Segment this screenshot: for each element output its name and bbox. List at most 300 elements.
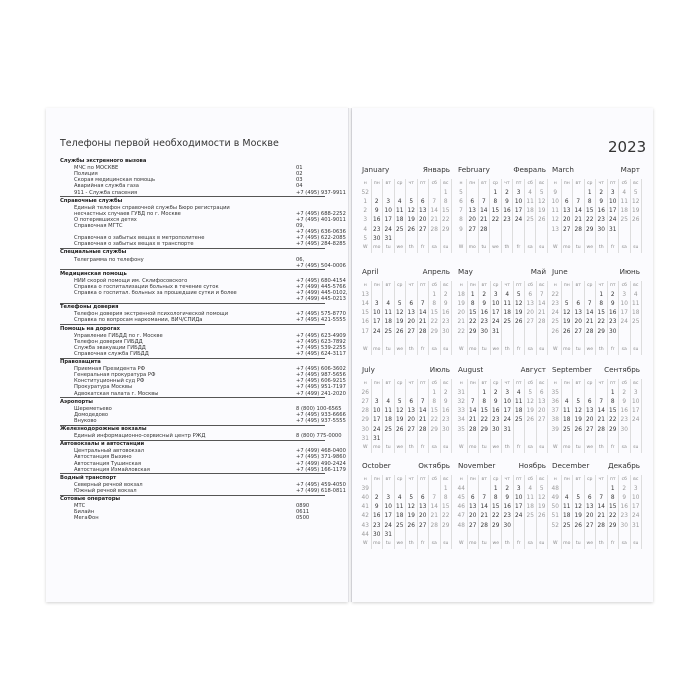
day-cell: 18 bbox=[394, 512, 406, 521]
day-cell: 31 bbox=[383, 234, 395, 243]
day-cell bbox=[619, 434, 631, 443]
phone-entry bbox=[60, 417, 346, 424]
weekday-header: вт bbox=[573, 179, 585, 188]
weekday-footer: tu bbox=[478, 243, 490, 252]
day-cell: 27 bbox=[417, 225, 429, 234]
day-cell: 13 bbox=[584, 407, 596, 416]
phone-entry bbox=[60, 311, 346, 318]
day-cell: 12 bbox=[630, 197, 642, 206]
day-cell: 25 bbox=[619, 216, 631, 225]
week-row bbox=[550, 327, 642, 336]
month-name-en: April bbox=[362, 267, 379, 276]
weekday-footer: mo bbox=[467, 345, 479, 354]
day-cell: 1 bbox=[490, 188, 502, 197]
entry-label: Полиция bbox=[74, 171, 98, 178]
day-cell: 30 bbox=[440, 327, 452, 336]
weekday-header: чт bbox=[502, 475, 514, 484]
phone-entry bbox=[60, 290, 348, 302]
day-cell bbox=[406, 336, 418, 345]
day-cell bbox=[406, 388, 418, 397]
day-cell: 29 bbox=[440, 521, 452, 530]
week-number: 3 bbox=[360, 216, 371, 225]
week-number: 38 bbox=[550, 416, 561, 425]
day-cell: 15 bbox=[467, 309, 479, 318]
day-cell: 31 bbox=[371, 434, 383, 443]
month-days-table bbox=[456, 475, 548, 549]
day-cell: 25 bbox=[513, 416, 525, 425]
weekday-footer: tu bbox=[573, 345, 585, 354]
entry-label: Южный речной вокзал bbox=[74, 487, 137, 494]
month-name-en: October bbox=[362, 461, 391, 470]
phone-entry bbox=[60, 509, 340, 515]
month-header bbox=[456, 266, 548, 278]
week-row bbox=[456, 336, 548, 345]
day-cell: 11 bbox=[524, 197, 536, 206]
day-cell: 26 bbox=[394, 327, 406, 336]
weekday-footer: sa bbox=[429, 443, 441, 452]
day-cell: 12 bbox=[573, 407, 585, 416]
day-cell bbox=[394, 234, 406, 243]
week-row bbox=[550, 336, 642, 345]
day-cell: 17 bbox=[607, 207, 619, 216]
day-cell: 6 bbox=[584, 397, 596, 406]
weekday-footer: tu bbox=[383, 539, 395, 548]
month-name-ru: Август bbox=[520, 365, 546, 374]
day-cell: 27 bbox=[584, 425, 596, 434]
month-days-table bbox=[360, 281, 452, 355]
week-number: 43 bbox=[360, 521, 371, 530]
day-cell: 2 bbox=[607, 290, 619, 299]
day-cell: 8 bbox=[429, 299, 441, 308]
entry-number: +7 (499) 445-5766 bbox=[296, 283, 346, 290]
weekday-footer: mo bbox=[467, 443, 479, 452]
phone-entry bbox=[60, 406, 340, 412]
day-cell: 7 bbox=[596, 397, 608, 406]
week-row bbox=[550, 397, 642, 406]
day-cell: 21 bbox=[596, 512, 608, 521]
week-number: 17 bbox=[360, 327, 371, 336]
entry-label: МТС bbox=[74, 503, 86, 510]
day-cell: 10 bbox=[513, 197, 525, 206]
day-cell: 4 bbox=[561, 493, 573, 502]
day-cell: 2 bbox=[440, 290, 452, 299]
week-row bbox=[360, 216, 452, 225]
day-cell: 1 bbox=[429, 290, 441, 299]
month-name-en: August bbox=[458, 365, 484, 374]
section-divider bbox=[60, 397, 325, 398]
day-cell: 17 bbox=[630, 503, 642, 512]
day-cell bbox=[490, 434, 502, 443]
weekday-footer: we bbox=[584, 345, 596, 354]
day-cell: 1 bbox=[584, 188, 596, 197]
phone-entry bbox=[60, 378, 346, 385]
day-cell: 10 bbox=[371, 407, 383, 416]
weekday-header: н bbox=[550, 179, 561, 188]
day-cell: 23 bbox=[490, 416, 502, 425]
weekday-header: пн bbox=[467, 379, 479, 388]
day-cell bbox=[371, 484, 383, 493]
weekday-footer: W bbox=[550, 443, 561, 452]
week-row bbox=[456, 521, 548, 530]
day-cell bbox=[502, 434, 514, 443]
weekday-header: чт bbox=[596, 179, 608, 188]
day-cell: 20 bbox=[584, 416, 596, 425]
weekday-header: пн bbox=[561, 379, 573, 388]
weekday-footer: W bbox=[456, 345, 467, 354]
week-row bbox=[456, 188, 548, 197]
day-cell: 22 bbox=[429, 416, 441, 425]
week-number: 21 bbox=[456, 318, 467, 327]
month-header bbox=[550, 364, 642, 376]
day-cell: 27 bbox=[561, 225, 573, 234]
day-cell: 16 bbox=[490, 407, 502, 416]
day-cell bbox=[630, 327, 642, 336]
weekday-footer: tu bbox=[479, 443, 491, 452]
day-cell: 2 bbox=[502, 484, 514, 493]
phone-entry bbox=[60, 448, 346, 455]
day-cell: 5 bbox=[536, 188, 548, 197]
entry-number: +7 (495) 688-2252 bbox=[296, 210, 346, 217]
day-cell: 11 bbox=[502, 299, 514, 308]
week-number bbox=[550, 234, 561, 243]
day-cell: 14 bbox=[429, 503, 441, 512]
day-cell: 4 bbox=[513, 388, 525, 397]
day-cell bbox=[417, 290, 429, 299]
day-cell: 9 bbox=[502, 493, 514, 502]
day-cell bbox=[524, 225, 536, 234]
entry-label: МЧС по МОСКВЕ bbox=[74, 165, 119, 172]
week-number: 26 bbox=[550, 327, 561, 336]
entry-label: Аварийная служба газа bbox=[74, 183, 139, 190]
day-cell: 25 bbox=[394, 521, 406, 530]
day-cell: 14 bbox=[478, 207, 490, 216]
day-cell: 3 bbox=[383, 493, 395, 502]
weekday-footer: sa bbox=[525, 443, 537, 452]
weekday-header: ср bbox=[584, 179, 596, 188]
day-cell bbox=[573, 530, 585, 539]
weekday-header: пн bbox=[561, 179, 573, 188]
day-cell: 24 bbox=[371, 327, 383, 336]
day-cell bbox=[406, 290, 418, 299]
week-row bbox=[456, 197, 548, 206]
day-cell: 15 bbox=[440, 503, 452, 512]
weekday-footer: we bbox=[394, 345, 406, 354]
day-cell: 16 bbox=[371, 512, 383, 521]
phone-entry bbox=[60, 466, 346, 473]
month-days-table bbox=[550, 475, 642, 549]
weekday-header: вс bbox=[536, 179, 548, 188]
section-divider bbox=[60, 425, 325, 426]
day-cell bbox=[490, 234, 502, 243]
weekday-header: чт bbox=[406, 179, 418, 188]
day-cell bbox=[607, 336, 619, 345]
week-number: 16 bbox=[360, 318, 371, 327]
day-cell bbox=[561, 434, 573, 443]
day-cell: 15 bbox=[584, 207, 596, 216]
weekday-footer: mo bbox=[371, 539, 383, 548]
phone-entry bbox=[60, 503, 340, 509]
day-cell bbox=[630, 225, 642, 234]
week-row bbox=[456, 299, 548, 308]
week-number: 41 bbox=[360, 503, 371, 512]
week-number: 36 bbox=[550, 397, 561, 406]
weekday-header: пт bbox=[417, 475, 429, 484]
day-cell: 9 bbox=[479, 299, 491, 308]
day-cell: 15 bbox=[596, 309, 608, 318]
day-cell: 13 bbox=[467, 503, 479, 512]
day-cell: 10 bbox=[630, 493, 642, 502]
day-cell: 15 bbox=[490, 503, 502, 512]
month-name-en: June bbox=[552, 267, 568, 276]
weekday-header: ср bbox=[584, 379, 596, 388]
weekday-header: ср bbox=[490, 475, 502, 484]
entry-label: Билайн bbox=[74, 509, 95, 516]
day-cell: 13 bbox=[406, 309, 418, 318]
entry-number: +7 (495) 937-5555 bbox=[296, 417, 346, 424]
entry-label: Справочная МГТС bbox=[74, 223, 123, 229]
week-row bbox=[360, 484, 452, 493]
section-divider bbox=[60, 495, 325, 496]
day-cell: 7 bbox=[536, 290, 548, 299]
day-cell: 22 bbox=[440, 512, 452, 521]
day-cell: 27 bbox=[466, 225, 478, 234]
weekday-footer: W bbox=[550, 345, 561, 354]
day-cell bbox=[630, 336, 642, 345]
weekday-header: пт bbox=[417, 179, 429, 188]
month-header bbox=[456, 164, 548, 176]
day-cell: 9 bbox=[607, 299, 619, 308]
day-cell: 24 bbox=[630, 416, 642, 425]
day-cell: 26 bbox=[573, 521, 585, 530]
day-cell: 6 bbox=[536, 388, 548, 397]
entry-label: Справка по вопросам наркомании, ВИЧ/СПИДа bbox=[74, 317, 203, 324]
day-cell: 16 bbox=[619, 503, 631, 512]
entry-label: Скорая медицинская помощь bbox=[74, 177, 156, 184]
weekday-footer: th bbox=[501, 243, 513, 252]
day-cell bbox=[490, 530, 502, 539]
week-row bbox=[550, 188, 642, 197]
day-cell: 30 bbox=[619, 521, 631, 530]
week-row bbox=[550, 425, 642, 434]
week-row bbox=[360, 407, 452, 416]
day-cell: 16 bbox=[502, 503, 514, 512]
day-cell: 8 bbox=[429, 397, 441, 406]
week-number: 48 bbox=[550, 484, 561, 493]
week-row bbox=[550, 521, 642, 530]
day-cell bbox=[584, 388, 596, 397]
day-cell: 26 bbox=[525, 416, 537, 425]
day-cell: 12 bbox=[394, 309, 406, 318]
day-cell: 23 bbox=[619, 512, 631, 521]
day-cell bbox=[440, 530, 452, 539]
day-cell: 20 bbox=[406, 318, 418, 327]
phone-entry bbox=[60, 216, 346, 223]
day-cell: 10 bbox=[383, 503, 395, 512]
day-cell: 3 bbox=[371, 299, 383, 308]
day-cell: 27 bbox=[406, 327, 418, 336]
month-days-table bbox=[456, 379, 548, 453]
calendar-year: 2023 bbox=[608, 138, 647, 156]
week-row bbox=[550, 318, 642, 327]
entry-label: Служба эвакуации ГИБДД bbox=[74, 344, 146, 351]
day-cell: 12 bbox=[406, 207, 418, 216]
day-cell: 20 bbox=[406, 416, 418, 425]
weekday-footer: sa bbox=[619, 243, 631, 252]
weekday-header: вс bbox=[440, 281, 452, 290]
day-cell: 18 bbox=[383, 416, 395, 425]
day-cell: 28 bbox=[429, 225, 441, 234]
day-cell: 7 bbox=[429, 197, 441, 206]
day-cell: 7 bbox=[417, 299, 429, 308]
day-cell: 4 bbox=[502, 290, 514, 299]
weekday-footer: th bbox=[596, 243, 608, 252]
day-cell bbox=[417, 336, 429, 345]
day-cell: 25 bbox=[524, 216, 536, 225]
weekday-header: вс bbox=[630, 179, 642, 188]
weekday-header: н bbox=[550, 475, 561, 484]
month-name-en: September bbox=[552, 365, 592, 374]
day-cell: 21 bbox=[584, 318, 596, 327]
day-cell: 16 bbox=[607, 309, 619, 318]
week-number: 52 bbox=[360, 188, 371, 197]
weekday-footer: tu bbox=[573, 443, 585, 452]
entry-number: +7 (495) 539-2255 bbox=[296, 344, 346, 351]
day-cell bbox=[406, 530, 418, 539]
entry-number: 8 (800) 775-0000 bbox=[296, 433, 342, 440]
day-cell: 13 bbox=[573, 309, 585, 318]
week-number bbox=[456, 530, 467, 539]
week-row bbox=[360, 503, 452, 512]
weekday-header: ср bbox=[394, 475, 406, 484]
day-cell: 28 bbox=[573, 225, 585, 234]
day-cell bbox=[467, 484, 479, 493]
day-cell bbox=[584, 234, 596, 243]
week-number: 51 bbox=[550, 512, 561, 521]
day-cell bbox=[394, 434, 406, 443]
day-cell: 3 bbox=[607, 188, 619, 197]
day-cell bbox=[490, 225, 502, 234]
day-cell: 21 bbox=[417, 318, 429, 327]
day-cell bbox=[573, 434, 585, 443]
month-days-table bbox=[550, 379, 642, 453]
day-cell bbox=[513, 521, 525, 530]
day-cell: 6 bbox=[561, 197, 573, 206]
week-number: 5 bbox=[456, 188, 466, 197]
day-cell: 5 bbox=[630, 188, 642, 197]
weekday-header: вт bbox=[383, 475, 395, 484]
day-cell: 27 bbox=[467, 521, 479, 530]
day-cell: 1 bbox=[490, 484, 502, 493]
week-number: 50 bbox=[550, 503, 561, 512]
entry-label: несчастных случаев ГУВД по г. Москве bbox=[74, 210, 181, 217]
week-number: 18 bbox=[456, 290, 467, 299]
month-name-en: January bbox=[362, 165, 390, 174]
section-title: Помощь на дорогах bbox=[60, 325, 121, 332]
section-divider bbox=[60, 324, 325, 325]
weekday-header: чт bbox=[406, 379, 418, 388]
day-cell: 25 bbox=[383, 327, 395, 336]
day-cell: 18 bbox=[383, 318, 395, 327]
day-cell bbox=[501, 234, 513, 243]
weekday-header: вт bbox=[383, 281, 395, 290]
weekday-footer: fr bbox=[607, 443, 619, 452]
month-name-en: May bbox=[458, 267, 473, 276]
day-cell: 8 bbox=[440, 493, 452, 502]
weekday-footer: mo bbox=[467, 539, 479, 548]
day-cell: 24 bbox=[383, 225, 395, 234]
day-cell bbox=[619, 234, 631, 243]
day-cell: 8 bbox=[467, 299, 479, 308]
phone-entry bbox=[60, 460, 346, 467]
day-cell bbox=[573, 290, 585, 299]
weekday-header: н bbox=[456, 281, 467, 290]
day-cell: 21 bbox=[467, 416, 479, 425]
day-cell bbox=[513, 234, 525, 243]
day-cell: 16 bbox=[479, 309, 491, 318]
day-cell: 5 bbox=[525, 388, 537, 397]
weekday-footer: su bbox=[630, 539, 642, 548]
weekday-footer: su bbox=[440, 443, 452, 452]
week-number: 39 bbox=[360, 484, 371, 493]
day-cell bbox=[573, 388, 585, 397]
week-number bbox=[550, 434, 561, 443]
section-title: Аэропорты bbox=[60, 398, 93, 405]
week-row bbox=[456, 225, 548, 234]
day-cell: 12 bbox=[561, 309, 573, 318]
week-row bbox=[550, 216, 642, 225]
weekday-header: н bbox=[456, 475, 467, 484]
weekday-header: пн bbox=[466, 179, 478, 188]
day-cell: 5 bbox=[573, 493, 585, 502]
week-number: 23 bbox=[550, 299, 561, 308]
day-cell: 10 bbox=[607, 197, 619, 206]
weekday-header: чт bbox=[501, 179, 513, 188]
weekday-header: пт bbox=[513, 379, 525, 388]
day-cell bbox=[584, 290, 596, 299]
day-cell: 11 bbox=[394, 503, 406, 512]
day-cell: 25 bbox=[561, 425, 573, 434]
day-cell bbox=[479, 336, 491, 345]
day-cell: 4 bbox=[561, 397, 573, 406]
week-row bbox=[456, 234, 548, 243]
day-cell: 18 bbox=[524, 207, 536, 216]
day-cell: 9 bbox=[619, 397, 631, 406]
weekday-header: пн bbox=[561, 281, 573, 290]
day-cell: 8 bbox=[479, 397, 491, 406]
day-cell: 11 bbox=[561, 407, 573, 416]
week-number: 13 bbox=[360, 290, 371, 299]
day-cell: 25 bbox=[502, 318, 514, 327]
day-cell: 26 bbox=[394, 425, 406, 434]
day-cell bbox=[417, 234, 429, 243]
day-cell bbox=[466, 234, 478, 243]
day-cell: 19 bbox=[406, 512, 418, 521]
week-number: 19 bbox=[456, 299, 467, 308]
weekday-header: ср bbox=[394, 179, 406, 188]
weekday-footer: W bbox=[360, 345, 371, 354]
weekday-footer: mo bbox=[371, 243, 383, 252]
week-number: 15 bbox=[360, 309, 371, 318]
day-cell: 29 bbox=[440, 225, 452, 234]
day-cell: 13 bbox=[466, 207, 478, 216]
month-april bbox=[360, 266, 452, 366]
day-cell: 5 bbox=[561, 299, 573, 308]
month-june bbox=[550, 266, 642, 366]
day-cell bbox=[525, 336, 537, 345]
weekday-header: пт bbox=[417, 281, 429, 290]
day-cell: 18 bbox=[630, 309, 642, 318]
week-number bbox=[550, 336, 561, 345]
